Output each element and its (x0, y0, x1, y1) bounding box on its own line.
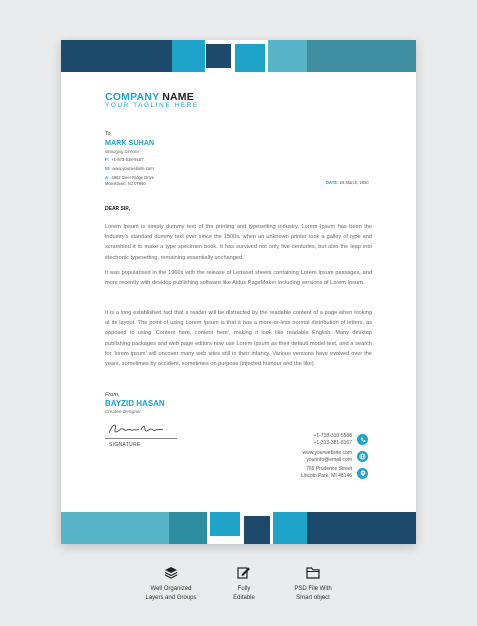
letterhead-page (61, 40, 416, 544)
footer-banner-block (169, 512, 207, 544)
company-tagline: YOUR TAGLINE HERE (105, 102, 199, 109)
feature-layers (131, 585, 211, 602)
feature-psd-line1: PSD File With (294, 586, 332, 592)
date-label: DATE: (326, 180, 339, 185)
layers-icon (164, 566, 178, 579)
recipient-title: Managing Director (105, 149, 140, 154)
feature-layers-line2: Layers and Groups (145, 594, 197, 601)
header-banner-block (268, 40, 307, 72)
letter-date (326, 180, 369, 185)
body-paragraph-2: It was popularised in the 1960s with the release of Letraset sheets containing Lorem Ipsum passages, and more recently with desktop publishing software like Aldus PageMaker including versions of Lorem Ipsum. (105, 270, 372, 287)
address-label: A: (105, 175, 110, 180)
signature-line (105, 438, 177, 439)
footer-banner-square (244, 516, 270, 544)
phone-icon (357, 434, 368, 445)
contact-phones (313, 433, 352, 447)
phone-value: +1-973-538-9187 (111, 157, 144, 162)
contact-address-1: 769 Prudence Street (306, 466, 352, 472)
edit-icon (237, 565, 251, 579)
feature-layers-line1: Well Organized (150, 586, 192, 592)
contact-email: yourinfo@email.com (306, 457, 352, 463)
sender-name: BAYZID HASAN (105, 399, 165, 408)
header-banner-square (206, 44, 231, 68)
feature-psd (278, 585, 348, 602)
signature-label: SIGNATURE (109, 442, 141, 448)
feature-editable-line1: Fully (237, 586, 251, 592)
contact-phone-2: +1-313-381-8167 (313, 440, 352, 446)
phone-label: P: (105, 157, 110, 162)
salutation: DEAR SIR, (105, 206, 131, 212)
web-label: W: (105, 166, 111, 171)
feature-editable (214, 585, 274, 602)
location-pin-icon (357, 468, 368, 479)
footer-banner-block (61, 512, 169, 544)
body-paragraph-1: Lorem Ipsum is simply dummy text of the printing and typesetting industry. Lorem Ipsum has been the industry's standard dummy text ever since the 1500s, when an unknown printer took a galley of type and scrambled it to make a type specimen book. It has survived not only five centuries, but also the leap into electronic typesetting, remaining essentially unchanged. (105, 224, 372, 261)
recipient-web (105, 166, 154, 171)
feature-editable-line2: Editable (233, 594, 255, 601)
signature-image (107, 421, 167, 437)
recipient-address (105, 175, 154, 180)
sender-title: Creative Designer (105, 409, 142, 414)
company-name-part2: NAME (162, 91, 194, 103)
header-banner-block (61, 40, 172, 72)
footer-banner-block (307, 512, 416, 544)
globe-icon (357, 451, 368, 462)
folder-icon (306, 567, 320, 579)
contact-address (301, 466, 352, 480)
header-banner-square (235, 44, 265, 72)
recipient-phone (105, 157, 143, 162)
address-line1: 4962 Deer Ridge Drive (111, 175, 155, 180)
contact-phone-1: +1-718-310-5588 (313, 433, 352, 439)
feature-psd-line2: Smart object (296, 594, 330, 601)
contact-address-2: Lincoln Park, MI 48146 (300, 473, 352, 479)
footer-banner-block (273, 512, 307, 544)
header-banner-block (172, 40, 205, 72)
contact-web-email (303, 450, 352, 464)
footer-banner-square (210, 512, 240, 536)
date-value: 26 March, 2050 (339, 180, 369, 185)
from-label: From, (105, 392, 120, 398)
body-paragraph-3: It is a long established fact that a reader will be distracted by the readable content of a page when looking at its layout. The point of using Lorem Ipsum is that it has a more-or-less normal distribution of letters, as opposed to using 'Content here, content here', making it look like readable English. Many desktop publishing packages and web page editors now use Lorem Ipsum as their default model text, and a search for 'lorem ipsum' will uncover many web sites still in their infancy. Various versions have evolved over the years, sometimes by accident, sometimes on purpose (injected humour and the like). (105, 310, 372, 368)
to-label: To, (105, 131, 112, 137)
contact-website: www.yourwebsite.com (302, 450, 352, 456)
company-name-part1: COMPANY (105, 91, 160, 103)
header-banner-block (307, 40, 416, 72)
web-value: www.yourwebsite.com (112, 166, 154, 171)
recipient-address-line2: Morristown, NJ 07960 (105, 181, 146, 186)
recipient-name: MARK SUHAN (105, 138, 155, 147)
